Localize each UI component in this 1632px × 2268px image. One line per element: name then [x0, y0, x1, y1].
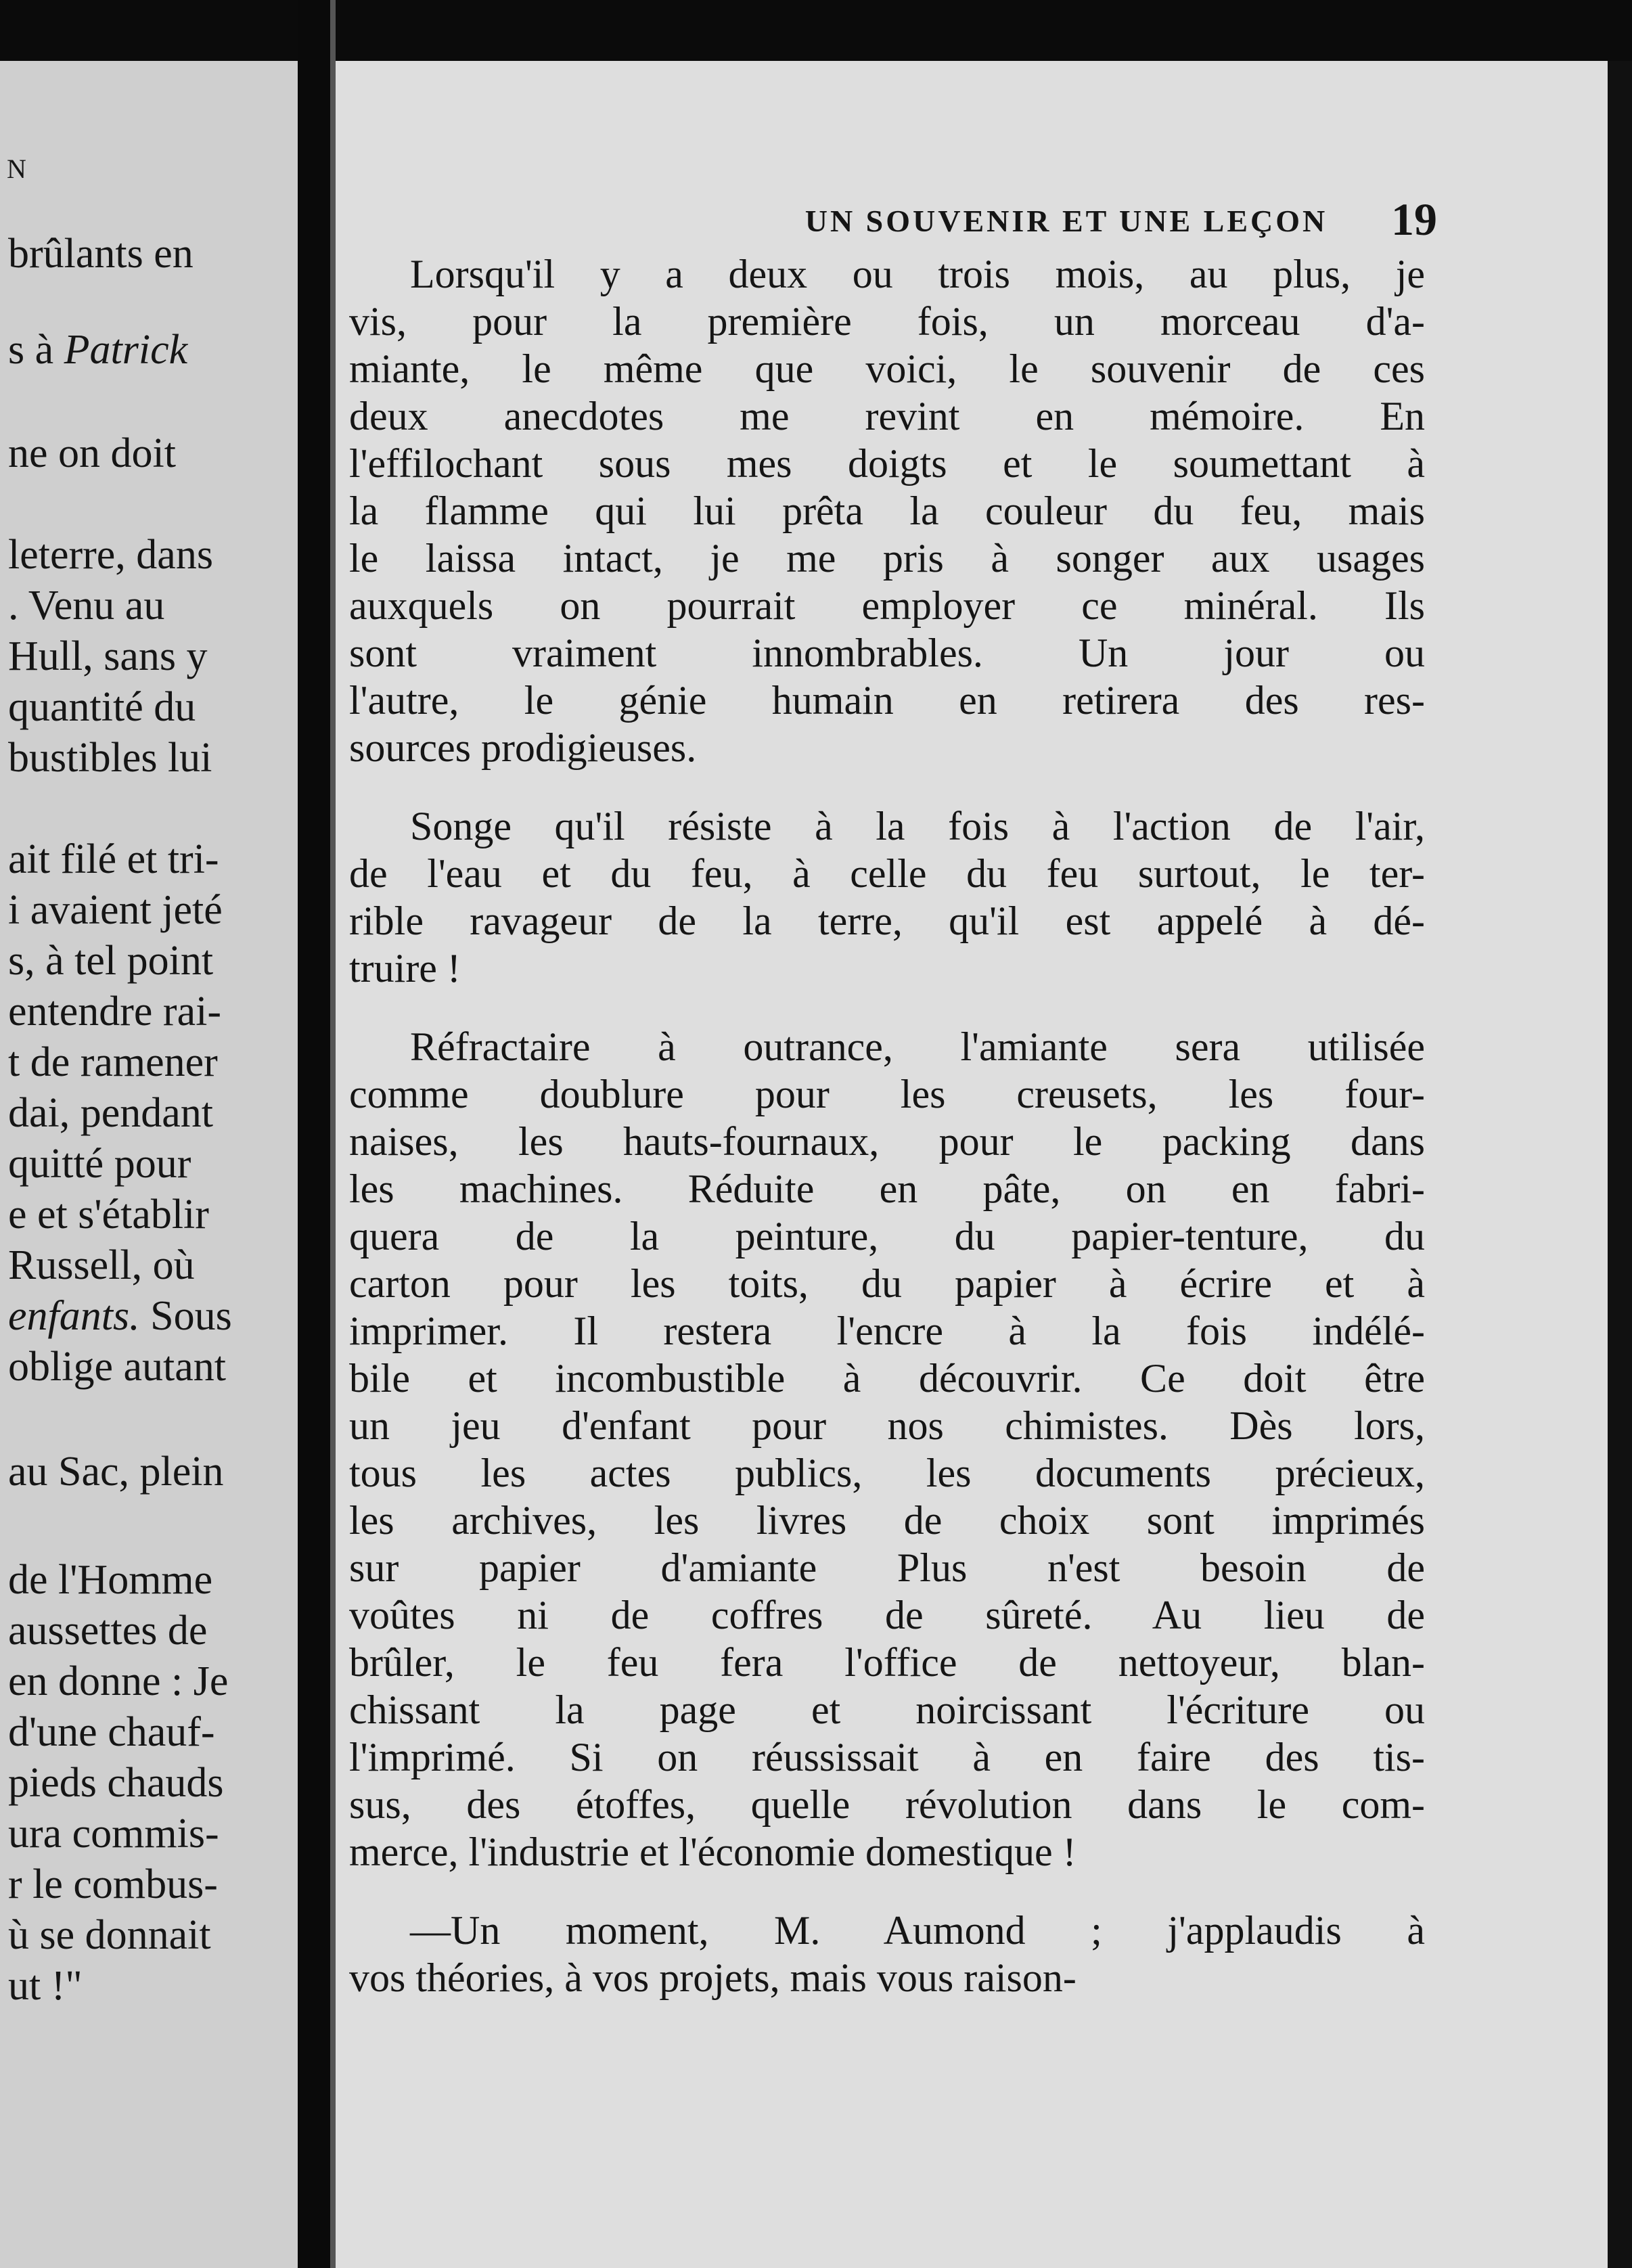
text-line: de l'eau et du feu, à celle du feu surtout, le ter-: [349, 851, 1425, 896]
left-line: entendre rai-: [8, 989, 221, 1035]
left-line: ne on doit: [8, 430, 176, 476]
text-line: voûtes ni de coffres de sûreté. Au lieu de: [349, 1593, 1425, 1637]
text-line: naises, les hauts-fournaux, pour le packing dans: [349, 1119, 1425, 1164]
left-line: ura commis-: [8, 1811, 219, 1857]
text-line: comme doublure pour les creusets, les four-: [349, 1072, 1425, 1116]
text-line: l'autre, le génie humain en retirera des res-: [349, 678, 1425, 723]
left-line: dai, pendant: [8, 1090, 214, 1136]
left-line: N: [7, 154, 26, 184]
paragraph: [349, 1907, 1425, 2001]
book-page: [336, 61, 1632, 2268]
left-line: ut !": [8, 1963, 83, 2009]
text-line: chissant la page et noircissant l'écriture ou: [349, 1687, 1425, 1732]
text-line: les archives, les livres de choix sont imprimés: [349, 1498, 1425, 1543]
left-line: pieds chauds: [8, 1760, 224, 1806]
left-line: en donne : Je: [8, 1658, 229, 1704]
left-line: e et s'établir: [8, 1192, 209, 1238]
text-line: tous les actes publics, les documents précieux,: [349, 1451, 1425, 1495]
text-line: truire !: [349, 946, 461, 991]
text-line: miante, le même que voici, le souvenir de ces: [349, 346, 1425, 391]
left-line: t de ramener: [8, 1039, 218, 1085]
text-line: l'imprimé. Si on réussissait à en faire des tis-: [349, 1735, 1425, 1779]
left-line: aussettes de: [8, 1608, 208, 1654]
left-line: i avaient jeté: [8, 887, 223, 933]
text-line: un jeu d'enfant pour nos chimistes. Dès lors,: [349, 1403, 1425, 1448]
left-line: Hull, sans y: [8, 633, 208, 679]
page-number: 19: [1391, 194, 1437, 245]
left-line: [8, 1292, 232, 1340]
facing-page-fragment: [0, 61, 298, 2268]
gutter-shadow: [330, 0, 336, 2268]
text-line: carton pour les toits, du papier à écrire et à: [349, 1261, 1425, 1306]
text-line: auxquels on pourrait employer ce minéral. Ils: [349, 583, 1425, 628]
paragraph-gap: [349, 992, 1425, 1023]
text-line: bile et incombustible à découvrir. Ce doit être: [349, 1356, 1425, 1401]
text-line: l'effilochant sous mes doigts et le soumettant à: [349, 441, 1425, 486]
paragraph: [349, 1023, 1425, 1876]
left-line: [8, 326, 187, 373]
left-line-italic: enfants.: [8, 1293, 140, 1339]
running-head: UN SOUVENIR ET UNE LEÇON: [804, 204, 1328, 238]
paragraph-gap: [349, 771, 1425, 802]
left-line: quitté pour: [8, 1141, 191, 1187]
paragraph: [349, 802, 1425, 992]
text-line: deux anecdotes me revint en mémoire. En: [349, 394, 1425, 438]
left-line: oblige autant: [8, 1344, 226, 1390]
left-line: d'une chauf-: [8, 1709, 215, 1755]
left-line: bustibles lui: [8, 735, 212, 781]
text-line: —Un moment, M. Aumond ; j'applaudis à: [410, 1908, 1425, 1953]
text-line: sont vraiment innombrables. Un jour ou: [349, 631, 1425, 675]
text-line: merce, l'industrie et l'économie domestique !: [349, 1830, 1076, 1874]
page-body: [349, 250, 1425, 2001]
left-line: . Venu au: [8, 583, 165, 629]
text-line: la flamme qui lui prêta la couleur du feu, mais: [349, 489, 1425, 533]
left-line-text: Sous: [139, 1293, 232, 1339]
text-line: vos théories, à vos projets, mais vous raison-: [349, 1955, 1076, 2000]
text-line: quera de la peinture, du papier-tenture, du: [349, 1214, 1425, 1258]
left-line: r le combus-: [8, 1861, 218, 1907]
left-line: quantité du: [8, 684, 196, 730]
left-line: au Sac, plein: [8, 1449, 224, 1495]
text-line: Lorsqu'il y a deux ou trois mois, au plus, je: [410, 252, 1425, 296]
book-gutter: [298, 0, 330, 2268]
left-line: brûlants en: [8, 231, 194, 277]
left-line: de l'Homme: [8, 1557, 213, 1603]
text-line: Réfractaire à outrance, l'amiante sera utilisée: [410, 1024, 1425, 1069]
text-line: vis, pour la première fois, un morceau d'a-: [349, 299, 1425, 344]
left-line: s, à tel point: [8, 938, 214, 984]
text-line: le laissa intact, je me pris à songer aux usages: [349, 536, 1425, 581]
text-line: sources prodigieuses.: [349, 725, 697, 770]
scan-top-border: [0, 0, 1632, 61]
left-line-text: s à: [8, 327, 64, 373]
text-line: Songe qu'il résiste à la fois à l'action de l'air,: [410, 804, 1425, 848]
paragraph-gap: [349, 1876, 1425, 1907]
text-line: sus, des étoffes, quelle révolution dans le com-: [349, 1782, 1425, 1827]
left-line-italic: Patrick: [64, 327, 188, 373]
left-line: leterre, dans: [8, 532, 213, 578]
scan-right-border: [1608, 61, 1632, 2268]
text-line: sur papier d'amiante Plus n'est besoin de: [349, 1545, 1425, 1590]
text-line: les machines. Réduite en pâte, on en fabri-: [349, 1166, 1425, 1211]
text-line: brûler, le feu fera l'office de nettoyeur, blan-: [349, 1640, 1425, 1685]
paragraph: [349, 250, 1425, 771]
left-line: ù se donnait: [8, 1912, 211, 1958]
left-line: ait filé et tri-: [8, 836, 219, 882]
left-line: Russell, où: [8, 1242, 195, 1288]
text-line: imprimer. Il restera l'encre à la fois indélé-: [349, 1309, 1425, 1353]
text-line: rible ravageur de la terre, qu'il est appelé à dé-: [349, 899, 1425, 943]
